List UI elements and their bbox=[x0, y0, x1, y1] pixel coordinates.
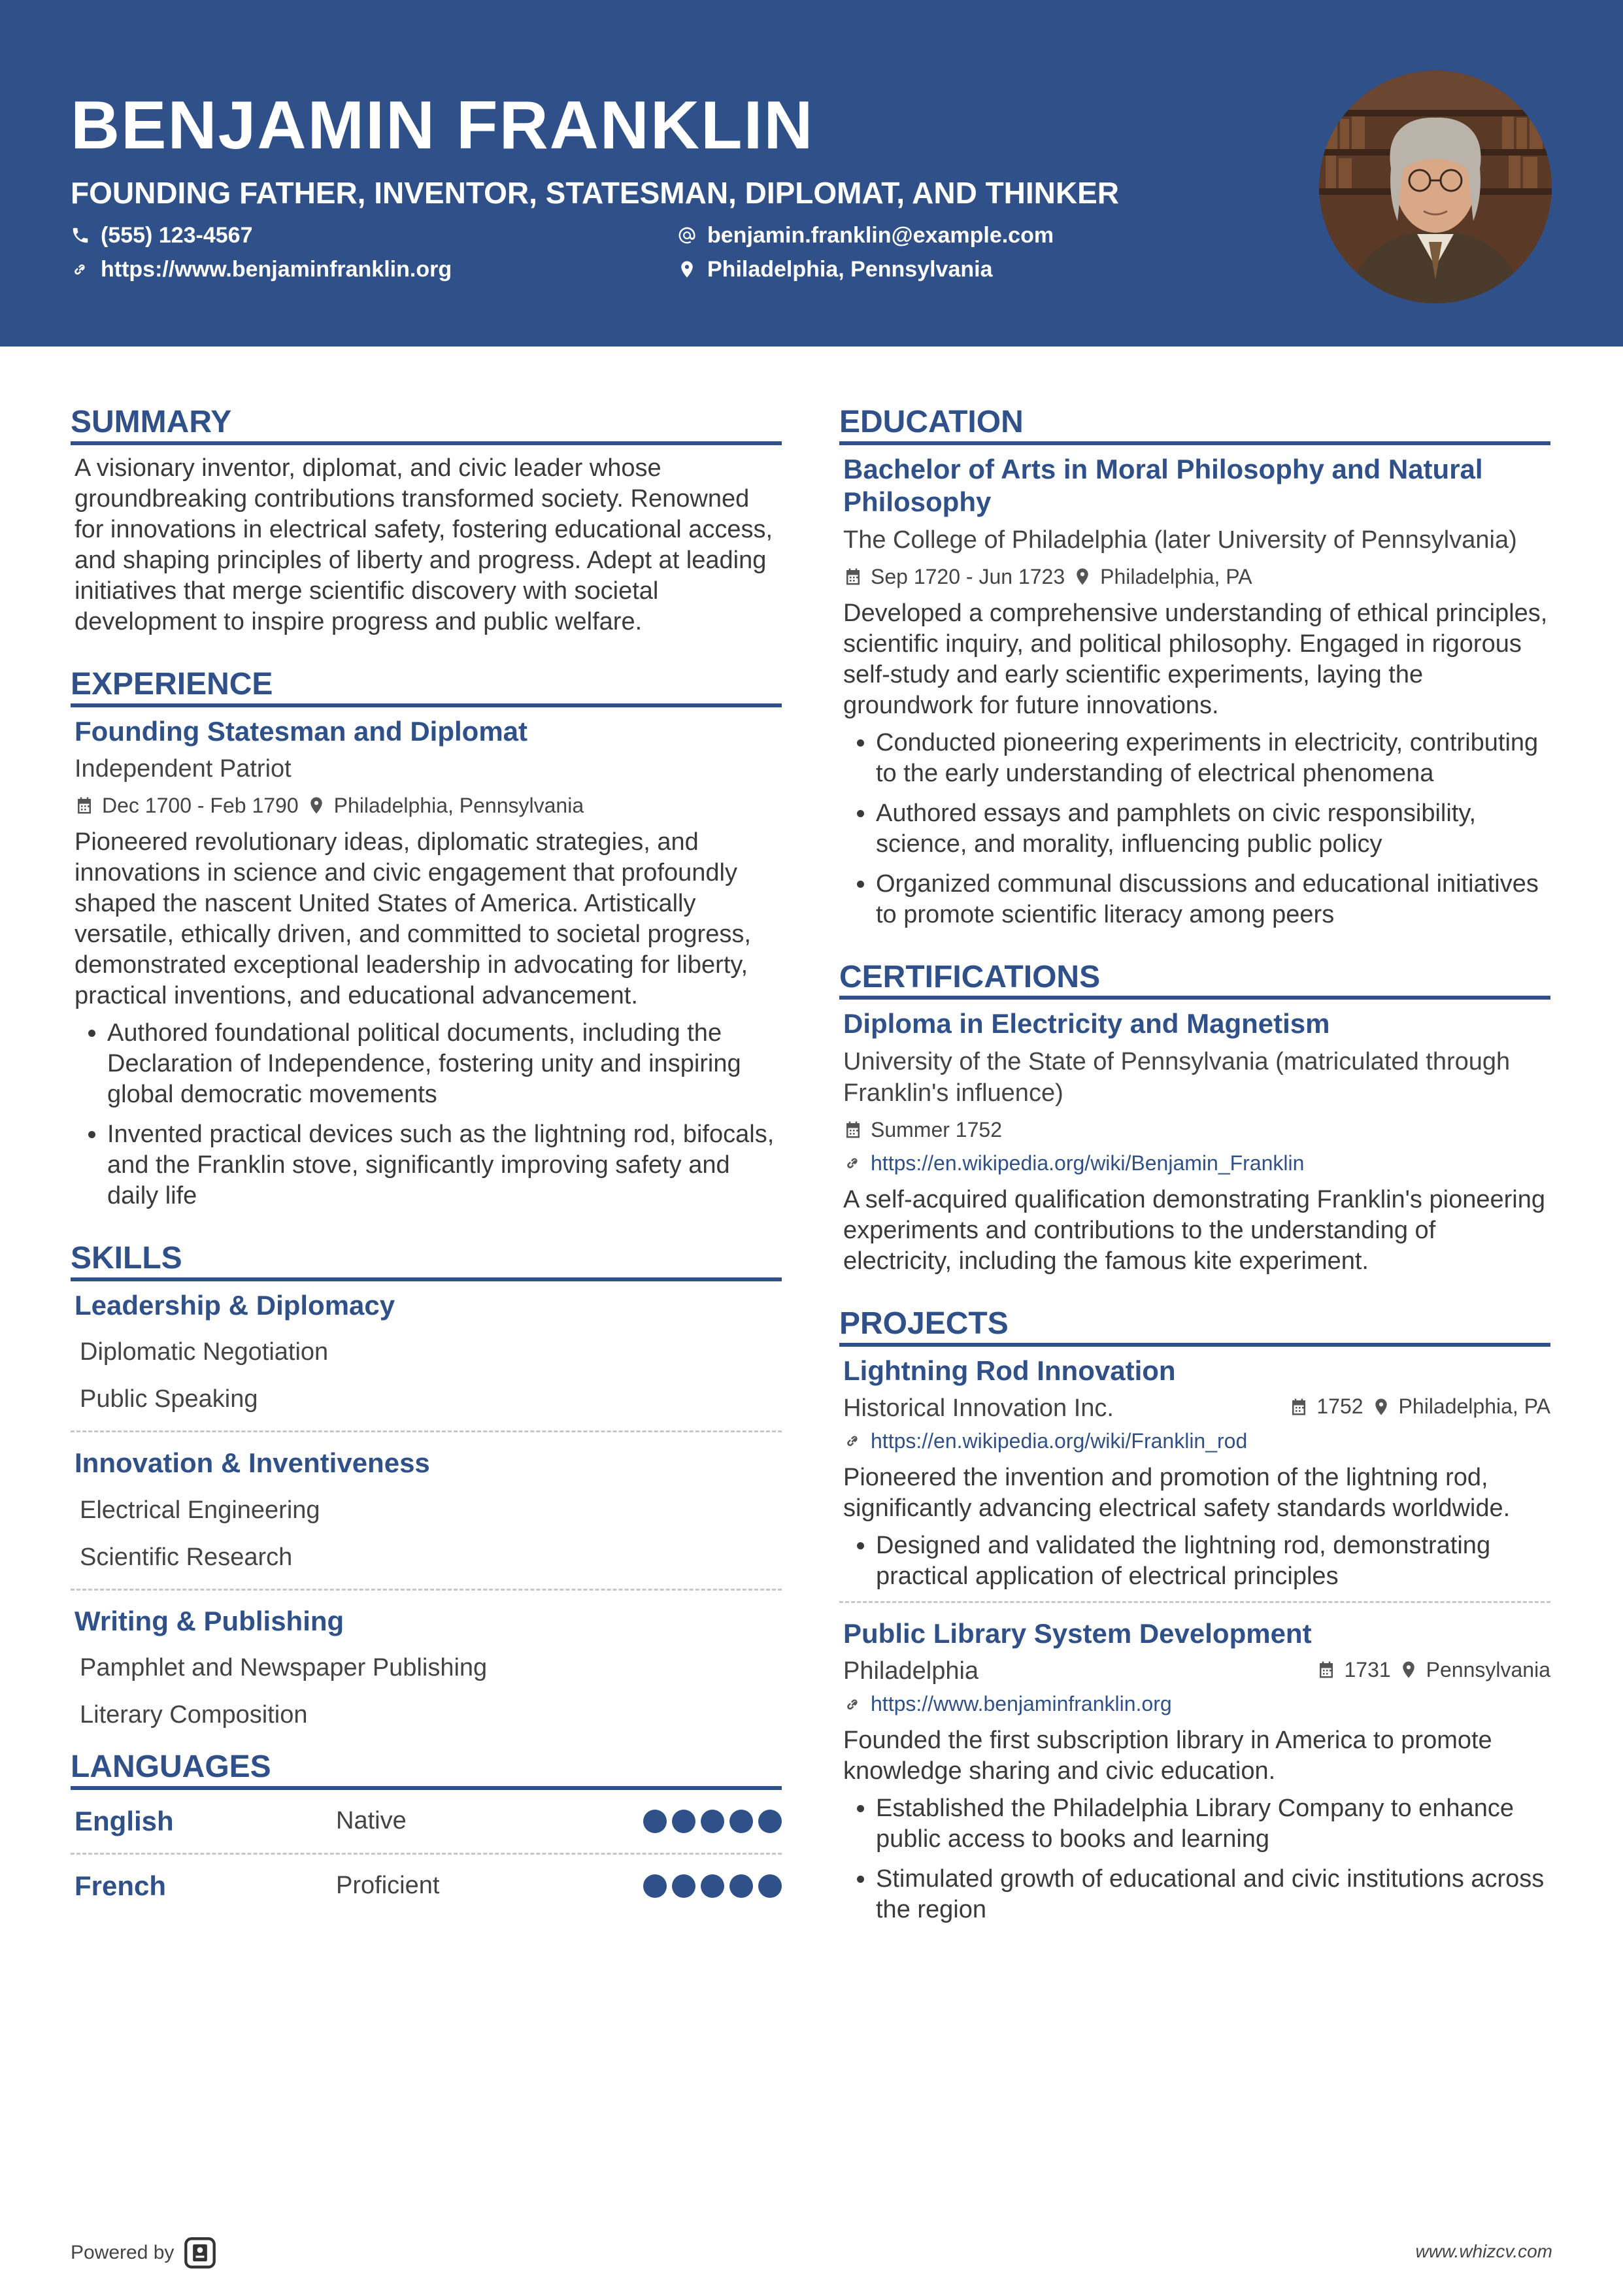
experience-dates: Dec 1700 - Feb 1790 bbox=[102, 793, 299, 817]
whizcv-logo-icon bbox=[183, 2236, 217, 2270]
link-icon bbox=[843, 1431, 863, 1451]
list-item: • Established the Philadelphia Library Company to enhance public access to books and learning bbox=[876, 1793, 1550, 1855]
skill-item: Pamphlet and Newspaper Publishing bbox=[80, 1653, 488, 1681]
rating-dot bbox=[643, 1874, 667, 1898]
list-item: • Organized communal discussions and educational initiatives to promote scientific literacy among peers bbox=[876, 869, 1550, 930]
language-level: Native bbox=[336, 1807, 407, 1835]
project-org: Historical Innovation Inc. bbox=[843, 1394, 1114, 1422]
summary-section bbox=[71, 405, 782, 637]
project-name: Lightning Rod Innovation bbox=[843, 1355, 1176, 1386]
project-link[interactable]: https://en.wikipedia.org/wiki/Franklin_rod bbox=[871, 1428, 1248, 1453]
project-description: Founded the first subscription library in America to promote knowledge sharing and civic education. bbox=[843, 1727, 1492, 1785]
certification-link[interactable]: https://en.wikipedia.org/wiki/Benjamin_Franklin bbox=[871, 1151, 1305, 1175]
list-item: • Authored essays and pamphlets on civic responsibility, science, and morality, influencing public policy bbox=[876, 798, 1550, 860]
link-icon bbox=[843, 1153, 863, 1173]
project-link-row bbox=[839, 1692, 1550, 1716]
profile-photo bbox=[1319, 71, 1552, 303]
experience-heading: EXPERIENCE bbox=[71, 667, 782, 707]
contact-phone bbox=[71, 224, 253, 246]
education-degree: Bachelor of Arts in Moral Philosophy and Natural Philosophy bbox=[843, 453, 1483, 518]
calendar-icon bbox=[843, 567, 863, 586]
project-bullets bbox=[839, 1793, 1550, 1925]
email-text[interactable]: benjamin.franklin@example.com bbox=[707, 223, 1054, 248]
skill-item: Scientific Research bbox=[80, 1543, 293, 1571]
divider bbox=[839, 1601, 1550, 1603]
language-rating bbox=[643, 1810, 782, 1833]
map-pin-icon bbox=[1399, 1660, 1418, 1680]
candidate-name: BENJAMIN FRANKLIN bbox=[71, 88, 814, 163]
skill-item: Literary Composition bbox=[80, 1700, 308, 1729]
project-meta bbox=[839, 1650, 1550, 1689]
footer-site[interactable]: www.whizcv.com bbox=[1415, 2241, 1552, 2261]
calendar-icon bbox=[1316, 1660, 1336, 1680]
project-date: 1752 bbox=[1316, 1394, 1364, 1419]
education-heading: EDUCATION bbox=[839, 405, 1550, 445]
skills-heading: SKILLS bbox=[71, 1241, 782, 1281]
list-item: • Invented practical devices such as the lightning rod, bifocals, and the Franklin stove, significantly improving safety and daily life bbox=[107, 1119, 782, 1211]
certification-link-row bbox=[839, 1151, 1550, 1175]
project-location: Philadelphia, PA bbox=[1398, 1394, 1550, 1419]
contact-website bbox=[71, 258, 452, 280]
project-location: Pennsylvania bbox=[1426, 1657, 1550, 1681]
experience-bullets bbox=[71, 1018, 782, 1211]
contact-email bbox=[677, 224, 1054, 246]
language-name: English bbox=[75, 1805, 174, 1836]
link-icon bbox=[71, 260, 90, 279]
link-icon bbox=[843, 1695, 863, 1714]
experience-section bbox=[71, 667, 782, 1211]
divider bbox=[71, 1589, 782, 1591]
projects-heading: PROJECTS bbox=[839, 1307, 1550, 1347]
map-pin-icon bbox=[677, 260, 697, 279]
education-location: Philadelphia, PA bbox=[1100, 564, 1252, 588]
certifications-section bbox=[839, 960, 1550, 1277]
experience-location: Philadelphia, Pennsylvania bbox=[333, 793, 584, 817]
certification-name: Diploma in Electricity and Magnetism bbox=[843, 1008, 1330, 1039]
summary-text: A visionary inventor, diplomat, and civic leader whose groundbreaking contributions transformed society. Renowned for innovations in electrical safety, fostering educational access, and shaping principles of liberty and progress. Adept at leading initiatives that merge scientific discovery with societal development to inspire progress and public welfare. bbox=[75, 454, 773, 635]
project-org: Philadelphia bbox=[843, 1657, 979, 1685]
skill-group-title: Innovation & Inventiveness bbox=[75, 1447, 430, 1479]
map-pin-icon bbox=[1371, 1397, 1391, 1417]
rating-dot bbox=[758, 1810, 782, 1833]
project-description: Pioneered the invention and promotion of the lightning rod, significantly advancing electrical safety standards worldwide. bbox=[843, 1463, 1511, 1522]
right-column bbox=[839, 405, 1550, 1955]
project-date-location bbox=[1313, 1658, 1550, 1682]
education-section bbox=[839, 405, 1550, 930]
skill-group-title: Writing & Publishing bbox=[75, 1605, 344, 1636]
resume-header bbox=[0, 0, 1623, 346]
calendar-icon bbox=[1289, 1397, 1309, 1417]
list-item: • Designed and validated the lightning rod, demonstrating practical application of electrical principles bbox=[876, 1530, 1550, 1592]
project-name: Public Library System Development bbox=[843, 1617, 1312, 1649]
summary-heading: SUMMARY bbox=[71, 405, 782, 445]
location-text: Philadelphia, Pennsylvania bbox=[707, 257, 993, 282]
list-item: • Stimulated growth of educational and civic institutions across the region bbox=[876, 1864, 1550, 1925]
list-item: • Authored foundational political documents, including the Declaration of Independence, fostering unity and inspiring global democratic movements bbox=[107, 1018, 782, 1110]
language-row bbox=[71, 1790, 782, 1853]
rating-dot bbox=[701, 1874, 724, 1898]
experience-description: Pioneered revolutionary ideas, diplomatic strategies, and innovations in science and civic engagement that profoundly shaped the nascent United States of America. Artistically versatile, ethically driven, and committed to societal progress, demonstrated exceptional leadership in advocating for liberty, practical inventions, and educational advancement. bbox=[75, 828, 751, 1009]
languages-heading: LANGUAGES bbox=[71, 1750, 782, 1790]
education-school: The College of Philadelphia (later University of Pennsylvania) bbox=[843, 526, 1517, 554]
project-bullets bbox=[839, 1530, 1550, 1592]
rating-dot bbox=[758, 1874, 782, 1898]
certifications-heading: CERTIFICATIONS bbox=[839, 960, 1550, 1000]
contact-location bbox=[677, 258, 993, 280]
certification-issuer: University of the State of Pennsylvania (matriculated through Franklin's influence) bbox=[843, 1047, 1511, 1107]
at-icon bbox=[677, 226, 697, 245]
powered-by-label: Powered by bbox=[71, 2242, 175, 2263]
left-column bbox=[71, 405, 782, 1948]
experience-meta bbox=[71, 794, 782, 818]
education-bullets bbox=[839, 728, 1550, 930]
rating-dot bbox=[672, 1874, 695, 1898]
language-name: French bbox=[75, 1870, 167, 1901]
powered-by bbox=[71, 2236, 217, 2270]
projects-section bbox=[839, 1307, 1550, 1926]
skills-section bbox=[71, 1241, 782, 1732]
rating-dot bbox=[701, 1810, 724, 1833]
language-rating bbox=[643, 1874, 782, 1898]
languages-section bbox=[71, 1750, 782, 1917]
calendar-icon bbox=[75, 796, 94, 815]
project-link[interactable]: https://www.benjaminfranklin.org bbox=[871, 1692, 1172, 1716]
project-date-location bbox=[1285, 1394, 1550, 1419]
language-level: Proficient bbox=[336, 1872, 440, 1900]
certification-date-row bbox=[839, 1118, 1550, 1142]
skill-group-title: Leadership & Diplomacy bbox=[75, 1289, 395, 1321]
certification-description: A self-acquired qualification demonstrating Franklin's pioneering experiments and contributions to the understanding of electricity, including the famous kite experiment. bbox=[843, 1185, 1545, 1275]
education-meta bbox=[839, 565, 1550, 589]
certification-date: Summer 1752 bbox=[871, 1117, 1002, 1141]
phone-text[interactable]: (555) 123-4567 bbox=[101, 223, 253, 248]
candidate-headline: FOUNDING FATHER, INVENTOR, STATESMAN, DIPLOMAT, AND THINKER bbox=[71, 176, 1120, 210]
rating-dot bbox=[672, 1810, 695, 1833]
education-description: Developed a comprehensive understanding of ethical principles, scientific inquiry, and political philosophy. Engaged in rigorous self-study and early scientific experiments, laying the groundwork for future innovations. bbox=[843, 599, 1548, 719]
rating-dot bbox=[643, 1810, 667, 1833]
website-text[interactable]: https://www.benjaminfranklin.org bbox=[101, 257, 452, 282]
map-pin-icon bbox=[307, 796, 326, 815]
project-link-row bbox=[839, 1429, 1550, 1453]
phone-icon bbox=[71, 226, 90, 245]
list-item: • Conducted pioneering experiments in electricity, contributing to the early understanding of electrical phenomena bbox=[876, 728, 1550, 789]
project-meta bbox=[839, 1387, 1550, 1427]
rating-dot bbox=[729, 1874, 753, 1898]
project-date: 1731 bbox=[1344, 1657, 1391, 1681]
divider bbox=[71, 1430, 782, 1432]
calendar-icon bbox=[843, 1120, 863, 1140]
experience-role: Founding Statesman and Diplomat bbox=[75, 715, 528, 747]
skill-item: Electrical Engineering bbox=[80, 1496, 320, 1524]
map-pin-icon bbox=[1073, 567, 1092, 586]
skill-item: Public Speaking bbox=[80, 1385, 258, 1413]
skill-item: Diplomatic Negotiation bbox=[80, 1338, 329, 1366]
rating-dot bbox=[729, 1810, 753, 1833]
education-dates: Sep 1720 - Jun 1723 bbox=[871, 564, 1065, 588]
experience-org: Independent Patriot bbox=[75, 754, 292, 783]
language-row bbox=[71, 1855, 782, 1917]
